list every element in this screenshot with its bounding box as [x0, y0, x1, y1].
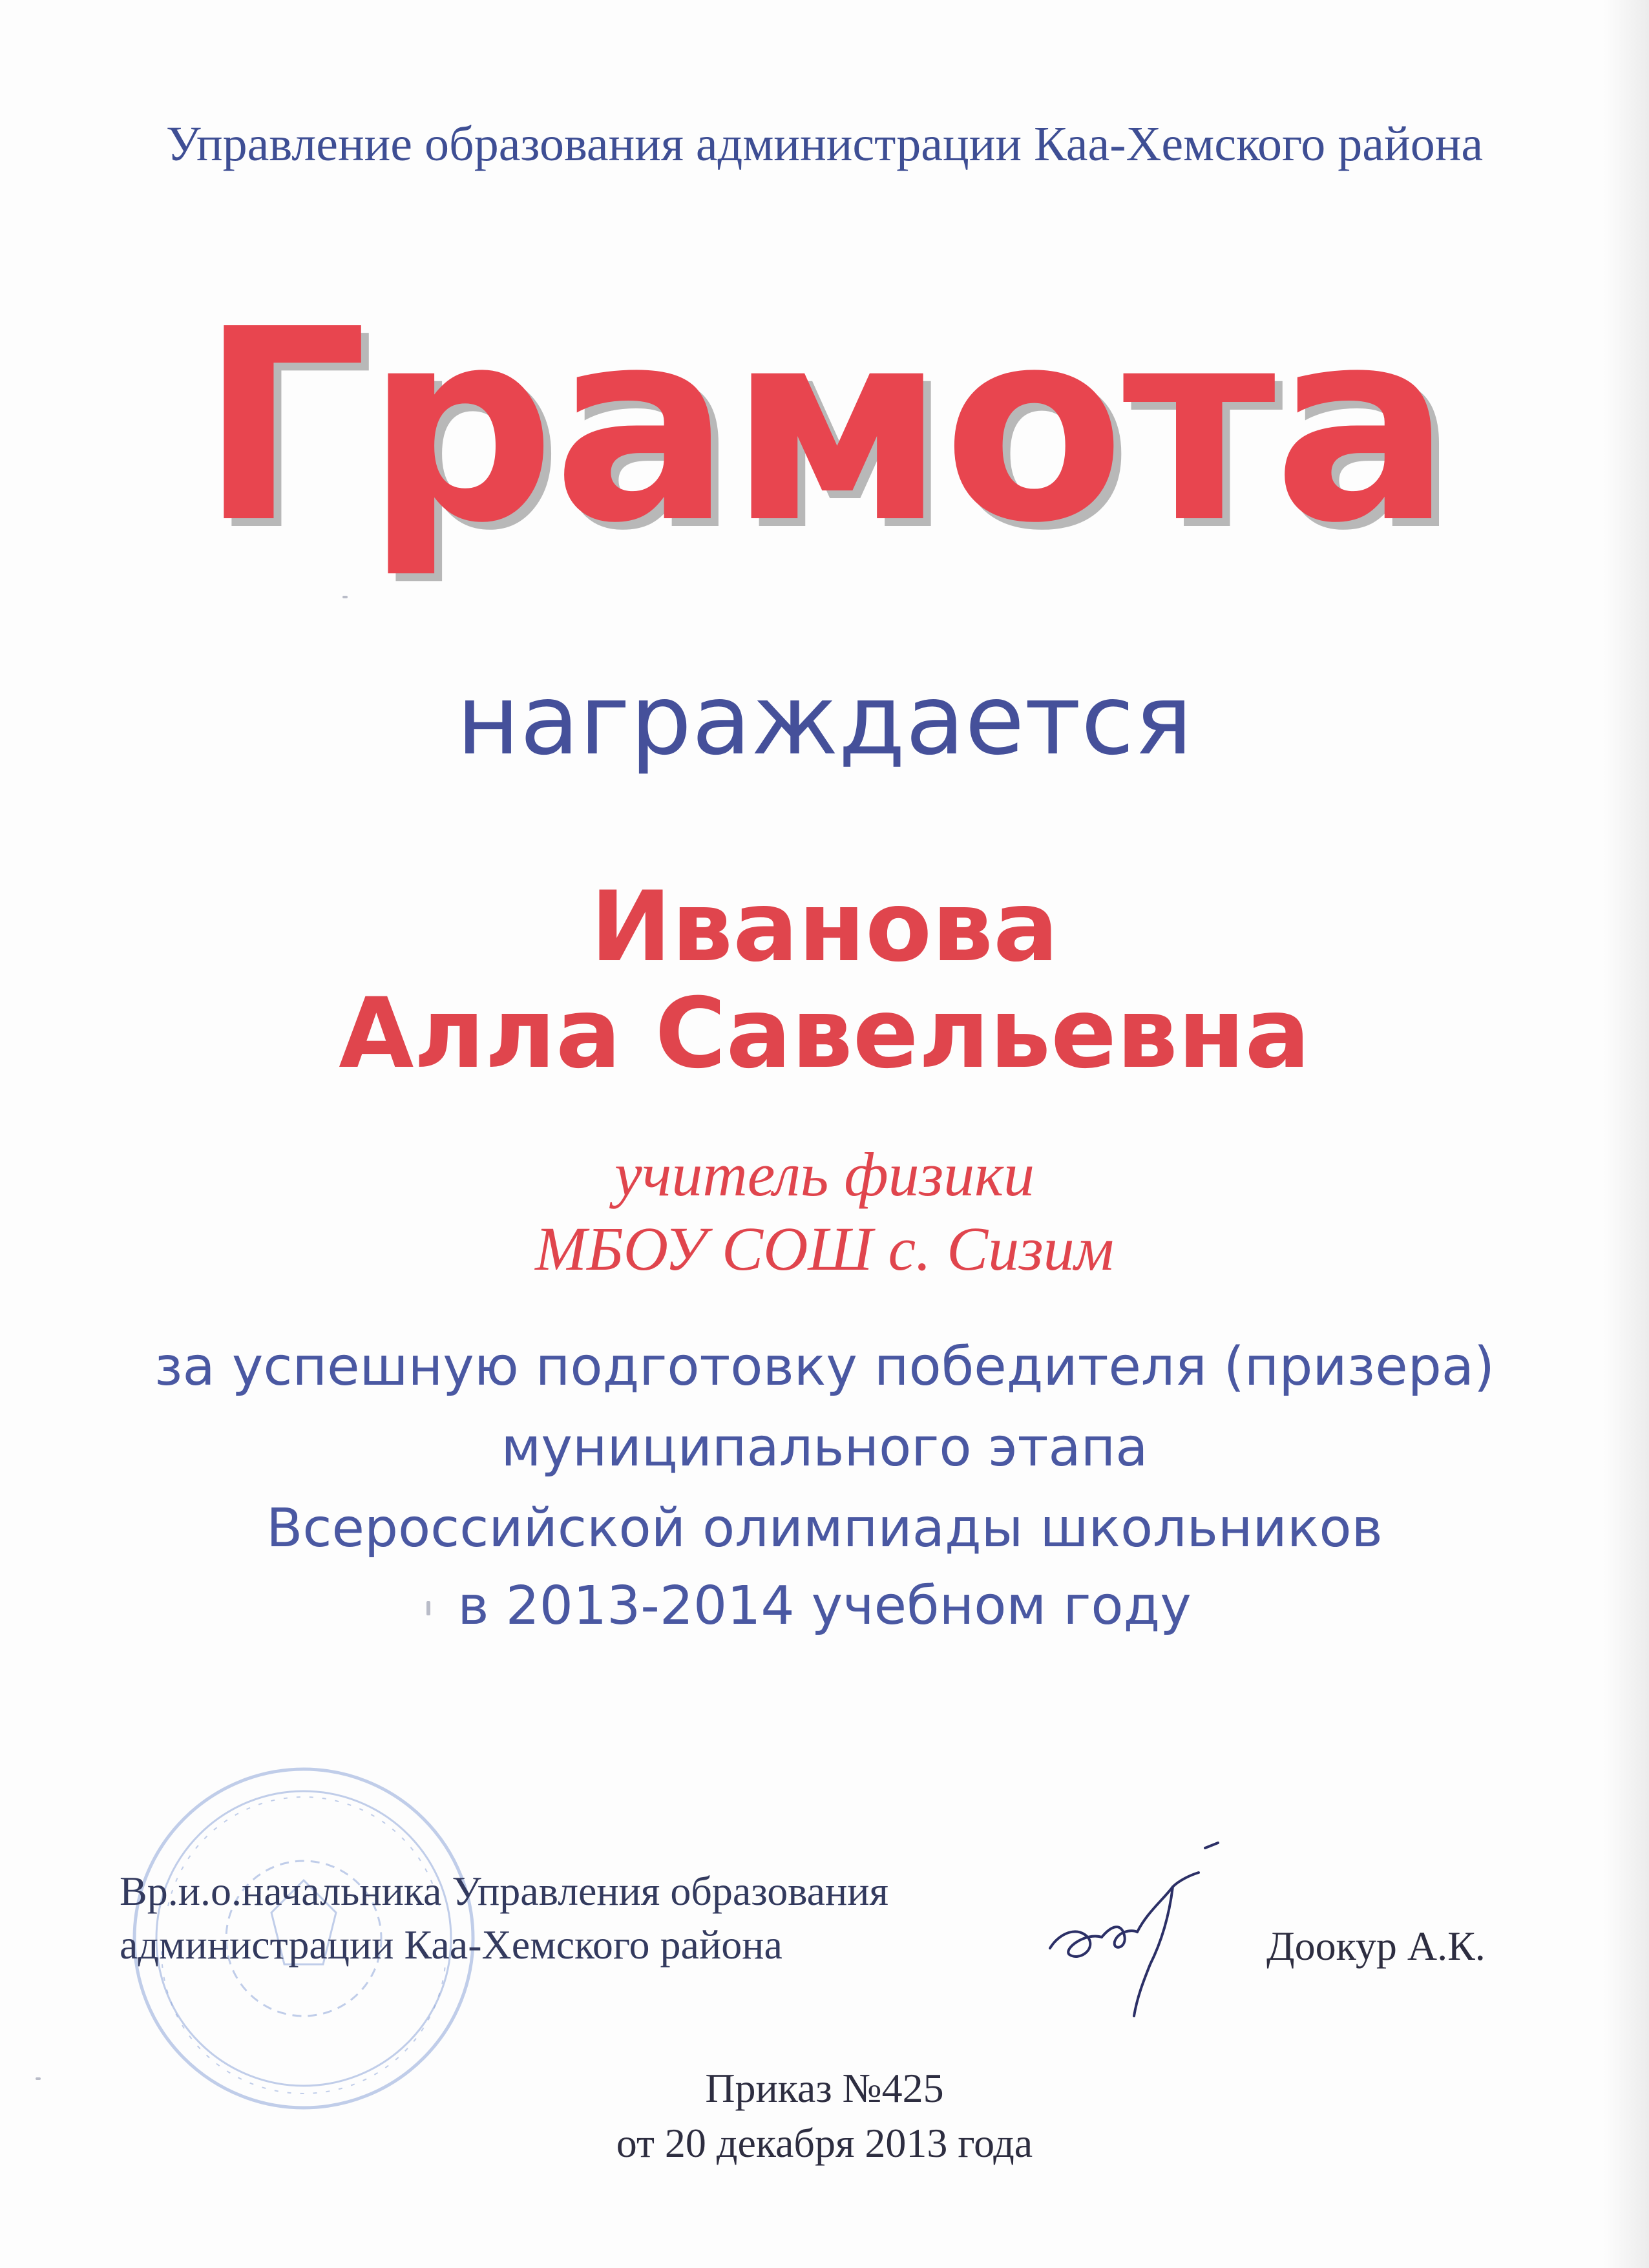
recipient-school: МБОУ СОШ с. Сизим	[535, 1214, 1114, 1283]
recipient-given-names: Алла Савельевна	[339, 978, 1310, 1090]
scan-speck	[426, 1601, 430, 1615]
reason-line: муниципального этапа	[501, 1417, 1148, 1478]
organization-header: Управление образования администрации Каа-Хемского района	[165, 117, 1484, 171]
order-number: Приказ №425	[705, 2065, 944, 2111]
scan-speck	[36, 2077, 41, 2080]
recipient-surname: Иванова	[590, 871, 1059, 983]
reason-line: Всероссийской олимпиады школьников	[266, 1498, 1383, 1559]
reason-line: в 2013-2014 учебном году	[457, 1575, 1192, 1637]
signatory-title-line: администрации Каа-Хемского района	[120, 1922, 782, 1968]
reason-line: за успешную подготовку победителя (призера)	[154, 1336, 1495, 1398]
recipient-role: учитель физики	[614, 1140, 1035, 1209]
certificate-title: Грамота	[199, 272, 1450, 581]
handwritten-signature	[1040, 1835, 1254, 2048]
scan-speck	[342, 596, 348, 598]
signatory-title	[120, 1864, 888, 1971]
signatory-name: Доокур А.К.	[1266, 1923, 1486, 1969]
awarded-text: награждается	[456, 664, 1193, 777]
order-date: от 20 декабря 2013 года	[616, 2120, 1033, 2166]
signatory-title-line: Вр.и.о.начальника Управления образования	[120, 1868, 888, 1914]
